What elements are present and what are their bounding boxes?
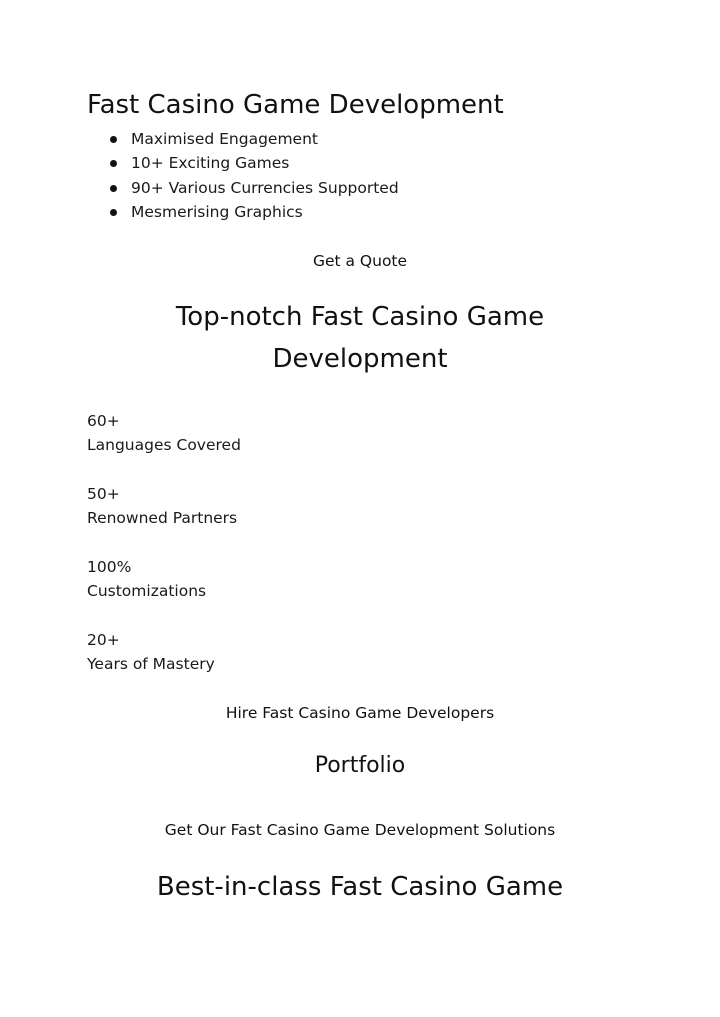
bullet-icon xyxy=(110,209,117,216)
stat-value: 50+ xyxy=(87,485,120,503)
stat-label: Languages Covered xyxy=(87,436,241,454)
bullet-icon xyxy=(110,185,117,192)
section-title-line1: Top-notch Fast Casino Game xyxy=(175,302,545,332)
stat-label: Customizations xyxy=(87,582,207,600)
page-title: Fast Casino Game Development xyxy=(87,90,504,120)
list-item-label: 10+ Exciting Games xyxy=(131,154,290,173)
list-item xyxy=(110,151,399,175)
hire-developers-link[interactable]: Hire Fast Casino Game Developers xyxy=(225,704,495,722)
list-item xyxy=(110,176,399,200)
list-item xyxy=(110,200,399,224)
list-item-label: Mesmerising Graphics xyxy=(131,203,303,222)
list-item xyxy=(110,127,399,151)
bullet-icon xyxy=(110,136,117,143)
stat-label: Renowned Partners xyxy=(87,509,238,527)
stat-value: 20+ xyxy=(87,631,120,649)
get-quote-link[interactable]: Get a Quote xyxy=(312,252,408,270)
feature-list xyxy=(110,127,399,225)
solutions-link[interactable]: Get Our Fast Casino Game Development Solutions xyxy=(164,821,556,839)
bullet-icon xyxy=(110,160,117,167)
stat-label: Years of Mastery xyxy=(87,655,215,673)
portfolio-title: Portfolio xyxy=(314,753,406,778)
list-item-label: 90+ Various Currencies Supported xyxy=(131,178,399,197)
stat-value: 60+ xyxy=(87,412,120,430)
list-item-label: Maximised Engagement xyxy=(131,130,318,148)
bottom-section-title: Best-in-class Fast Casino Game xyxy=(156,872,564,902)
stat-value: 100% xyxy=(87,558,132,576)
section-title-line2: Development xyxy=(272,344,448,374)
